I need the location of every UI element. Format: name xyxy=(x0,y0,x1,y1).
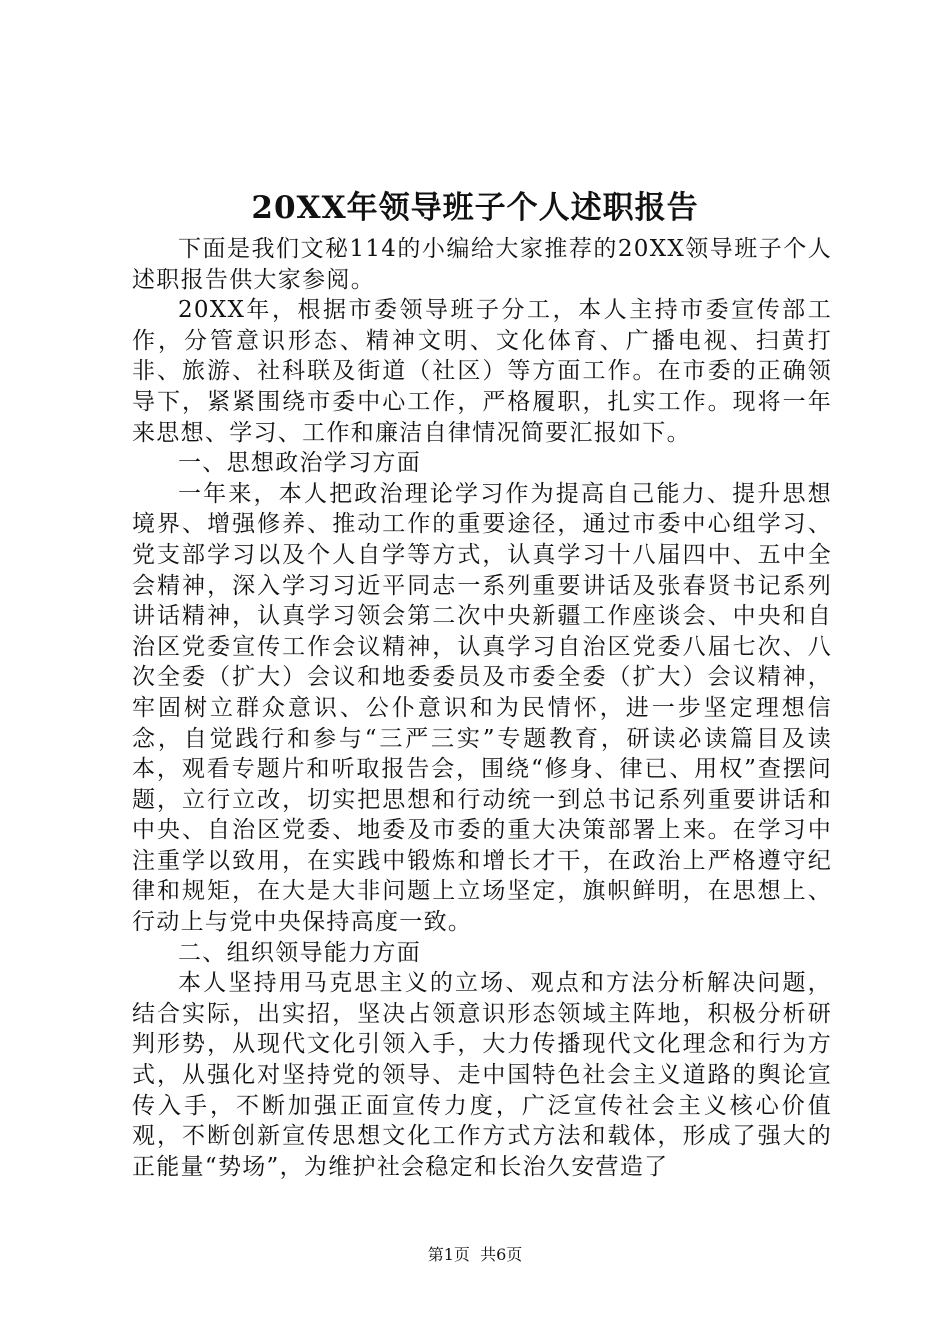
section-heading-2: 二、组织领导能力方面 xyxy=(178,939,421,966)
page-number: 第1页 xyxy=(427,1245,470,1264)
page-total: 共6页 xyxy=(480,1245,523,1264)
section-text-2: 本人坚持用马克思主义的立场、观点和方法分析解决问题，结合实际，出实招，坚决占领意识形态领域主阵地，积极分析研判形势，从现代文化引领入手，大力传播现代文化理念和行为方式，从强化对坚持党的领导、走中国特色社会主义道路的舆论宣传入手，不断加强正面宣传力度，广泛宣传社会主义核心价值观，不断创新宣传思想文化工作方式方法和载体，形成了强大的正能量“势场”，为维护社会稳定和长治久安营造了 xyxy=(132,970,832,1180)
overview-paragraph: 20XX年，根据市委领导班子分工，本人主持市委宣传部工作，分管意识形态、精神文明、文化体育、广播电视、扫黄打非、旅游、社科联及街道（社区）等方面工作。在市委的正确领导下，紧紧围绕市委中心工作，严格履职，扎实工作。现将一年来思想、学习、工作和廉洁自律情况简要汇报如下。 xyxy=(132,297,832,446)
page-footer xyxy=(0,1244,950,1266)
section-text-1: 一年来，本人把政治理论学习作为提高自己能力、提升思想境界、增强修养、推动工作的重要途径，通过市委中心组学习、党支部学习以及个人自学等方式，认真学习十八届四中、五中全会精神，深入学习习近平同志一系列重要讲话及张春贤书记系列讲话精神，认真学习领会第二次中央新疆工作座谈会、中央和自治区党委宣传工作会议精神，认真学习自治区党委八届七次、八次全委（扩大）会议和地委委员及市委全委（扩大）会议精神，牢固树立群众意识、公仆意识和为民情怀，进一步坚定理想信念，自觉践行和参与“三严三实”专题教育，研读必读篇目及读本，观看专题片和听取报告会，围绕“修身、律已、用权”查摆问题，立行立改，切实把思想和行动统一到总书记系列重要讲话和中央、自治区党委、地委及市委的重大决策部署上来。在学习中注重学以致用，在实践中锻炼和增长才干，在政治上严格遵守纪律和规矩，在大是大非问题上立场坚定，旗帜鲜明，在思想上、行动上与党中央保持高度一致。 xyxy=(132,480,832,936)
document-title: 20XX年领导班子个人述职报告 xyxy=(251,190,699,226)
intro-paragraph: 下面是我们文秘114的小编给大家推荐的20XX领导班子个人述职报告供大家参阅。 xyxy=(132,236,832,293)
document-body xyxy=(132,234,832,1182)
section-heading-1: 一、思想政治学习方面 xyxy=(178,450,421,477)
